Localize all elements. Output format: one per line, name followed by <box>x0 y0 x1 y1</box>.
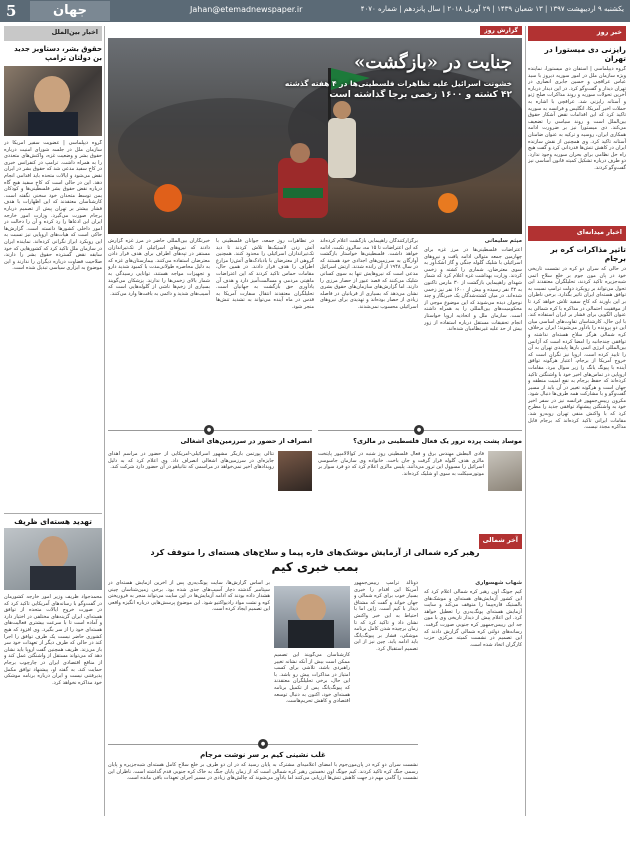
photo-trump <box>4 66 102 136</box>
body-portman: نتالی پورتمن بازیگر مشهور اسرائیلی-آمریکایی از حضور در مراسم اهدای جایزه‌ای در سرزمین‌های اشغالی انصراف داد. وی اعلام کرد که به دلیل رویدادهای اخیر نمی‌خواهد در مراسمی که نتانیاهو در آن حضور دارد شرکت کند. <box>108 451 274 471</box>
hero-section <box>108 26 522 234</box>
korea-col-h: بر اساس گزارش‌ها، سایت پونگ‌یه‌ری پس از آخرین آزمایش هسته‌ای در سپتامبر گذشته دچار آسیب‌های جدی شده بود. برخی زمین‌شناسان چینی هشدار داده بودند که ادامه آزمایش‌ها در این سایت می‌تواند منجر به فروریختن کوه و نشت مواد رادیواکتیو شود. این موضوع پرسش‌هایی درباره انگیزه واقعی این تصمیم ایجاد کرده است. <box>108 580 270 613</box>
section-email[interactable]: Jahan@etemadnewspaper.ir <box>190 5 303 14</box>
gaza-col-d: خبرنگاران بین‌المللی حاضر در مرز غزه گزارش دادند که نیروهای اسرائیلی از تک‌تیراندازان مستقر در تپه‌های اطراف برای هدف قرار دادن معترضان استفاده می‌کنند. بیمارستان‌های غزه که به دلیل محاصره طولانی‌مدت با کمبود شدید دارو و تجهیزات مواجه هستند، توانایی رسیدگی به شمار بالای زخمی‌ها را ندارند. پزشکان می‌گویند بسیاری از زخم‌ها ناشی از گلوله‌هایی است که آسیب‌های شدید و دائمی به بافت‌ها وارد می‌کنند. <box>108 238 210 297</box>
korea-headline: رهبر کره شمالی از آزمایش موشک‌های قاره پیما و سلاح‌های هسته‌ای را متوقف کرد <box>150 548 480 557</box>
korea-box-body: نشست سران دو کره در پان‌مون‌جوم با امضای اعلامیه‌ای مشترک به پایان رسید که در آن دو طرف بر خلع سلاح کامل هسته‌ای شبه‌جزیره و پایان رسمی جنگ کره تاکید کردند. کیم جونگ اون نخستین رهبر کره شمالی است که از زمان پایان جنگ به خاک کره جنوبی قدم گذاشته است. ناظران این نشست را گامی مهم در جهت کاهش تنش‌ها ارزیابی می‌کنند اما یادآور می‌شوند که چالش‌های زیادی در مسیر اجرای تعهدات باقی مانده است. <box>108 762 418 782</box>
author-1: میثم سلیمانی <box>484 238 522 244</box>
page-header <box>0 0 630 22</box>
hero-subtitle-2: ۴۲ کشته و ۱۶۰۰ زخمی برجا گذاشته است <box>329 90 512 100</box>
column-rule <box>525 26 526 816</box>
hero-tag: گزارش روز <box>480 26 522 35</box>
dateline: یکشنبه ۹ اردیبهشت ۱۳۹۷ | ۱۳ شعبان ۱۴۳۹ | ۲۹ آوریل ۲۰۱۸ | سال پانزدهم | شماره ۴۰۷۰ <box>360 5 624 13</box>
right-title-1: رایزنی دی میستورا در تهران <box>544 45 626 63</box>
left-column <box>4 26 102 816</box>
gaza-article <box>108 238 522 426</box>
korea-section <box>108 534 522 816</box>
page-number: 5 <box>6 2 17 20</box>
author-2: شهاب شهسواری <box>475 580 522 586</box>
box-marker: ● <box>204 425 214 435</box>
left-title-1: حقوق بشر، دستاویز جدید بن دولتان ترامپ <box>14 45 102 62</box>
portman-box <box>108 427 312 530</box>
left-tag: اخبار بین‌الملل <box>4 26 102 41</box>
gaza-col-c: در تظاهرات روز جمعه، جوانان فلسطینی با آتش زدن لاستیک‌ها تلاش کردند تا دید تک‌تیراندازان اسرائیلی را محدود کنند. همچنین گروهی از معترضان با بادبادک‌های آتش‌زا مزارع اطراف را هدف قرار دادند. در همین حال، مقامات حماس تاکید کردند که این اعتراضات ماهیتی مردمی و مسالمت‌آمیز دارد و هدف آن یادآوری حق بازگشت به جهانیان است. تحلیلگران معتقدند انتقال سفارت آمریکا به قدس در ماه آینده می‌تواند به تشدید تنش‌ها منجر شود. <box>216 238 314 310</box>
gaza-col-a: اعتراضات فلسطینی‌ها در مرز غزه برای چهارمین جمعه متوالی ادامه یافت و نیروهای اسرائیلی با شلیک گلوله جنگی و گاز اشک‌آور به سوی معترضان، شماری را کشته و زخمی کردند. وزارت بهداشت غزه اعلام کرد که شمار شهدای راهپیمایی بازگشت از ۳۰ مارس تاکنون به ۴۲ نفر رسیده و بیش از ۱۶۰۰ نفر نیز زخمی شده‌اند. در میان کشته‌شدگان یک خبرنگار و چند نوجوان دیده می‌شوند که این موضوع موجی از محکومیت‌های بین‌المللی را به همراه داشته است. سازمان ملل و اتحادیه اروپا خواستار انجام تحقیقات مستقل درباره استفاده از زور بیش از حد علیه غیرنظامیان شده‌اند. <box>424 247 522 333</box>
left-body-2: محمدجواد ظریف وزیر امور خارجه کشورمان در گفت‌وگو با رسانه‌های آمریکایی تاکید کرد که در صورت خروج ایالات متحده از توافق هسته‌ای، ایران گزینه‌های مختلفی در اختیار دارد و آماده است تا با سرعت بیشتری فعالیت‌های هسته‌ای خود را از سر بگیرد. وی افزود که هیچ کشوری حاضر نیست یک طرف توافق را اجرا کند در حالی که طرف دیگر از تعهدات خود سر باز می‌زند. ظریف همچنین گفت اروپا باید نشان دهد که می‌تواند مستقل از واشنگتن عمل کند و از منافع اقتصادی ایران در چارچوب برجام حمایت کند. به گفته او، پیشنهاد توافق مکمل پذیرفتنی نیست و ایران درباره برنامه موشکی خود مذاکره نخواهد کرد. <box>4 594 102 686</box>
korea-headline-main: بمب خبری کیم <box>271 560 359 574</box>
column-rule <box>104 26 105 816</box>
box-marker: ● <box>258 739 268 749</box>
headline-mossad: موساد پشت پرده ترور یک فعال فلسطینی در مالزی؟ <box>353 437 522 445</box>
headline-portman: انصراف از حضور در سرزمین‌های اشغالی <box>180 437 312 445</box>
divider <box>4 513 102 514</box>
korea-col-f: دونالد ترامپ رییس‌جمهور آمریکا این اقدام را خبری بسیار خوب برای کره شمالی و جهان خواند و گفت که مشتاق دیدار با کیم است. ژاپن اما با احتیاط به این خبر واکنش نشان داد و تاکید کرد که تا زمان برچیده شدن کامل برنامه موشکی، فشار بر پیونگ‌یانگ باید ادامه یابد. چین نیز از این تصمیم استقبال کرد. <box>354 580 418 652</box>
hero-subtitle-1: خشونت اسرائیل علیه تظاهرات فلسطینی‌ها در ۴ هفته گذشته <box>284 79 512 88</box>
right-column <box>528 26 626 816</box>
right-tag-1: خبر روز <box>528 26 626 41</box>
left-title-2: تهدید هسته‌ای ظریف <box>14 517 92 526</box>
photo-kim <box>274 586 350 648</box>
box-marker: ● <box>414 425 424 435</box>
body-mossad: فادی البطش مهندس برق و فعال فلسطینی روز شنبه در کوالالامپور پایتخت مالزی هدف گلوله قرار گرفت و جان باخت. خانواده وی سازمان جاسوسی اسرائیل را مسوول این ترور می‌دانند. پلیس مالزی اعلام کرد که دو فرد سوار بر موتورسیکلت به سوی او شلیک کرده‌اند. <box>318 451 484 477</box>
photo-zarif <box>4 528 102 590</box>
left-body-1: گروه دیپلماسی | عضویت سفیر آمریکا در سازمان ملل در جلسه شورای امنیت درباره حقوق بشر و وضعیت غزه، واکنش‌های متعددی را به همراه داشت. ترامپ در کنفرانس خبری در کاخ سفید مدعی شد که حقوق بشر در ایران نقض می‌شود و ایالات متحده باید اقدامی انجام دهد. این در حالی است که کاخ سفید هیچ گاه درباره نقض حقوق بشر فلسطینی‌ها و کودکان یمن توسط متحدان خود سخنی نگفته است. کارشناسان معتقدند که این اظهارات با هدف فشار بیشتر بر تهران پیش از تصمیم درباره برجام صورت می‌گیرد. وزارت امور خارجه ایران این ادعاها را رد کرده و آن را دخالت در امور داخلی کشورها دانسته است. گزارش‌ها حاکی است که هیات‌های اروپایی نیز نسبت به این رویکرد ابراز نگرانی کرده‌اند. نماینده ایران در سازمان ملل تاکید کرد که کشورهایی که خود سابقه نقض گسترده حقوق بشر را دارند، صلاحیت قضاوت درباره دیگران را ندارند و این موضوع به ابزاری سیاسی تبدیل شده است. <box>4 140 102 272</box>
section-name: جهان <box>30 1 110 21</box>
right-title-2: تاثیر مذاکرات کره بر برجام <box>550 245 626 263</box>
korea-box <box>108 741 418 816</box>
gaza-col-b: برگزارکنندگان راهپیمایی بازگشت اعلام کرده‌اند که این اعتراضات تا ۱۵ مه، سالروز نکبت، ادامه خواهد داشت. فلسطینی‌ها خواستار بازگشت آوارگان به سرزمین‌های اجدادی خود هستند که در سال ۱۹۴۸ از آن رانده شدند. ارتش اسرائیل مدعی است که نیروهایش تنها به سوی کسانی شلیک می‌کنند که قصد عبور از حصار مرزی را دارند. اما گزارش‌های سازمان‌های حقوق بشری نشان می‌دهد که بسیاری از قربانیان در فاصله زیادی از حصار بوده‌اند و تهدیدی برای نیروهای اسرائیلی محسوب نمی‌شدند. <box>320 238 418 310</box>
hero-title: جنایت در «بازگشت» <box>354 52 512 73</box>
right-body-2: در حالی که سران دو کره در نشست تاریخی خود در پان مون جوم بر خلع سلاح اتمی شبه‌جزیره تاکید کردند، تحلیلگران معتقدند این تحول می‌تواند بر رویکرد دولت ترامپ نسبت به توافق هسته‌ای ایران تاثیر بگذارد. برخی ناظران بر این باورند که کاخ سفید تلاش خواهد کرد تا از موفقیت احتمالی در مذاکره با کره شمالی به عنوان الگویی برای فشار بر ایران استفاده کند. با این حال، کارشناسان تفاوت‌های اساسی میان این دو پرونده را یادآور می‌شوند؛ ایران برخلاف کره شمالی هرگز سلاح هسته‌ای نداشته و توافقی چندجانبه را امضا کرده است که آژانس بین‌المللی انرژی اتمی بارها پایبندی تهران به آن را تایید کرده است. اروپا نیز نگران است که خروج آمریکا از برجام، اعتبار هرگونه توافق آینده با پیونگ یانگ را زیر سوال ببرد. مقامات اروپایی در تماس‌های اخیر خود با واشنگتن تاکید کرده‌اند که حفظ برجام به نفع امنیت منطقه و جهان است و هرگونه تغییر در آن باید از مسیر گفت‌وگو و با مشارکت همه طرف‌ها دنبال شود. مکرون رییس‌جمهور فرانسه نیز در سفر اخیر خود به واشنگتن پیشنهاد توافقی جدید را مطرح کرد که با واکنش منفی تهران روبه‌رو شد. مقامات ایرانی تاکید کرده‌اند که برجام قابل مذاکره مجدد نیست. <box>528 266 626 431</box>
korea-col-e: کیم جونگ اون رهبر کره شمالی اعلام کرد که این کشور آزمایش‌های هسته‌ای و موشک‌های بالستیک قاره‌پیما را متوقف می‌کند و سایت آزمایش هسته‌ای پونگ‌یه‌ری را تعطیل خواهد کرد. این اعلام پیش از دیدار تاریخی وی با مون جه این رییس‌جمهور کره جنوبی صورت گرفت. رسانه‌های دولتی کره شمالی گزارش دادند که این تصمیم در نشست کمیته مرکزی حزب کارگران اتخاذ شده است. <box>424 589 522 648</box>
photo-batsh <box>488 451 522 491</box>
right-tag-2: اخبار میدانه‌ای <box>528 226 626 241</box>
korea-tag: آخر شمالی <box>479 534 522 549</box>
mossad-box <box>318 427 522 530</box>
korea-box-headline: غلب نشینی کیم بر سر نوشت مرجام <box>200 751 326 759</box>
right-body-1: گروه دیپلماسی | استفان دی میستورا، نماینده ویژه سازمان ملل در امور سوریه دیروز با سید عباس عراقچی و حسین جابری انصاری در تهران دیدار و گفت‌وگو کرد. در این دیدار درباره آخرین تحولات سوریه و روند مذاکرات صلح ژنو و آستانه رایزنی شد. عراقچی با اشاره به حملات اخیر آمریکا، انگلیس و فرانسه به سوریه تاکید کرد که این اقدامات نقض آشکار حقوق بین‌الملل است و روند سیاسی را تضعیف می‌کند. دی میستورا نیز بر ضرورت ادامه همکاری ایران، روسیه و ترکیه به عنوان ضامنان آستانه تاکید کرد. وی همچنین از نقش سازنده ایران در کاهش تنش‌ها قدردانی کرد و گفت هیچ راه حل نظامی برای بحران سوریه وجود ندارد. دو طرف درباره تشکیل کمیته قانون اساسی نیز گفت‌وگو کردند. <box>528 66 626 171</box>
photo-portman <box>278 451 312 491</box>
korea-col-g: کارشناسان می‌گویند این تصمیم ممکن است بیش از آنکه نشانه تغییر راهبردی باشد، تلاشی برای کسب امتیاز در مذاکرات پیش رو باشد. با این حال، برخی تحلیلگران معتقدند که پیونگ‌یانگ پس از تکمیل برنامه هسته‌ای خود، اکنون به دنبال توسعه اقتصادی و کاهش تحریم‌هاست. <box>274 652 350 705</box>
